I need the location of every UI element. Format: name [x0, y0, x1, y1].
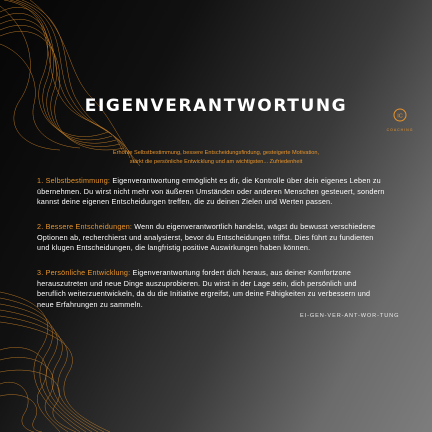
section-heading: 3. Persönliche Entwicklung: [37, 268, 131, 277]
ic-coaching-logo-icon [393, 108, 407, 122]
subtitle-line-2: stärkt die persönliche Entwicklung und am wichtigsten... Zufriedenheit [129, 159, 303, 165]
page-title: EIGENVERANTWORTUNG [84, 96, 348, 116]
section-selbstbestimmung [37, 176, 387, 208]
subtitle [60, 149, 372, 167]
hyphenation-label: EI-GEN-VER-ANT-WOR-TUNG [300, 313, 400, 319]
section-persoenliche-entwicklung [37, 268, 387, 310]
section-bessere-entscheidungen [37, 222, 387, 254]
section-text: Eigenverantwortung fordert dich heraus, aus deiner Komfortzone herauszutreten und neue Dinge auszuprobieren. Du wirst in der Lage sein, dich persönlich und beruflich weiterzuentwickeln, da du die Initiative ergreifst, um deine Fähigkeiten zu verbessern und neue Erfahrungen zu sammeln. [37, 268, 371, 309]
section-heading: 2. Bessere Entscheidungen: [37, 222, 133, 231]
coaching-logo [385, 108, 415, 134]
logo-wordmark: COACHING [386, 128, 414, 132]
subtitle-line-1: Erhöhte Selbstbestimmung, bessere Entscheidungsfindung, gesteigerte Motivation, [112, 150, 320, 156]
section-text: Eigenverantwortung ermöglicht es dir, die Kontrolle über dein eigenes Leben zu übernehmen. Du wirst nicht mehr von äußeren Umständen oder anderen Menschen gesteuert, sondern kannst deine eigenen Entscheidungen treffen, die zu deinen Zielen und Werten passen. [37, 176, 385, 207]
section-heading: 1. Selbstbestimmung: [37, 176, 111, 185]
section-text: Wenn du eigenverantwortlich handelst, wägst du bewusst verschiedene Optionen ab, recherchierst und analysierst, bevor du Entscheidungen triffst. Dies führt zu fundierten und klugen Entscheidungen, die langfristig positive Auswirkungen haben können. [37, 222, 376, 253]
logo-monogram: IC [397, 113, 403, 120]
